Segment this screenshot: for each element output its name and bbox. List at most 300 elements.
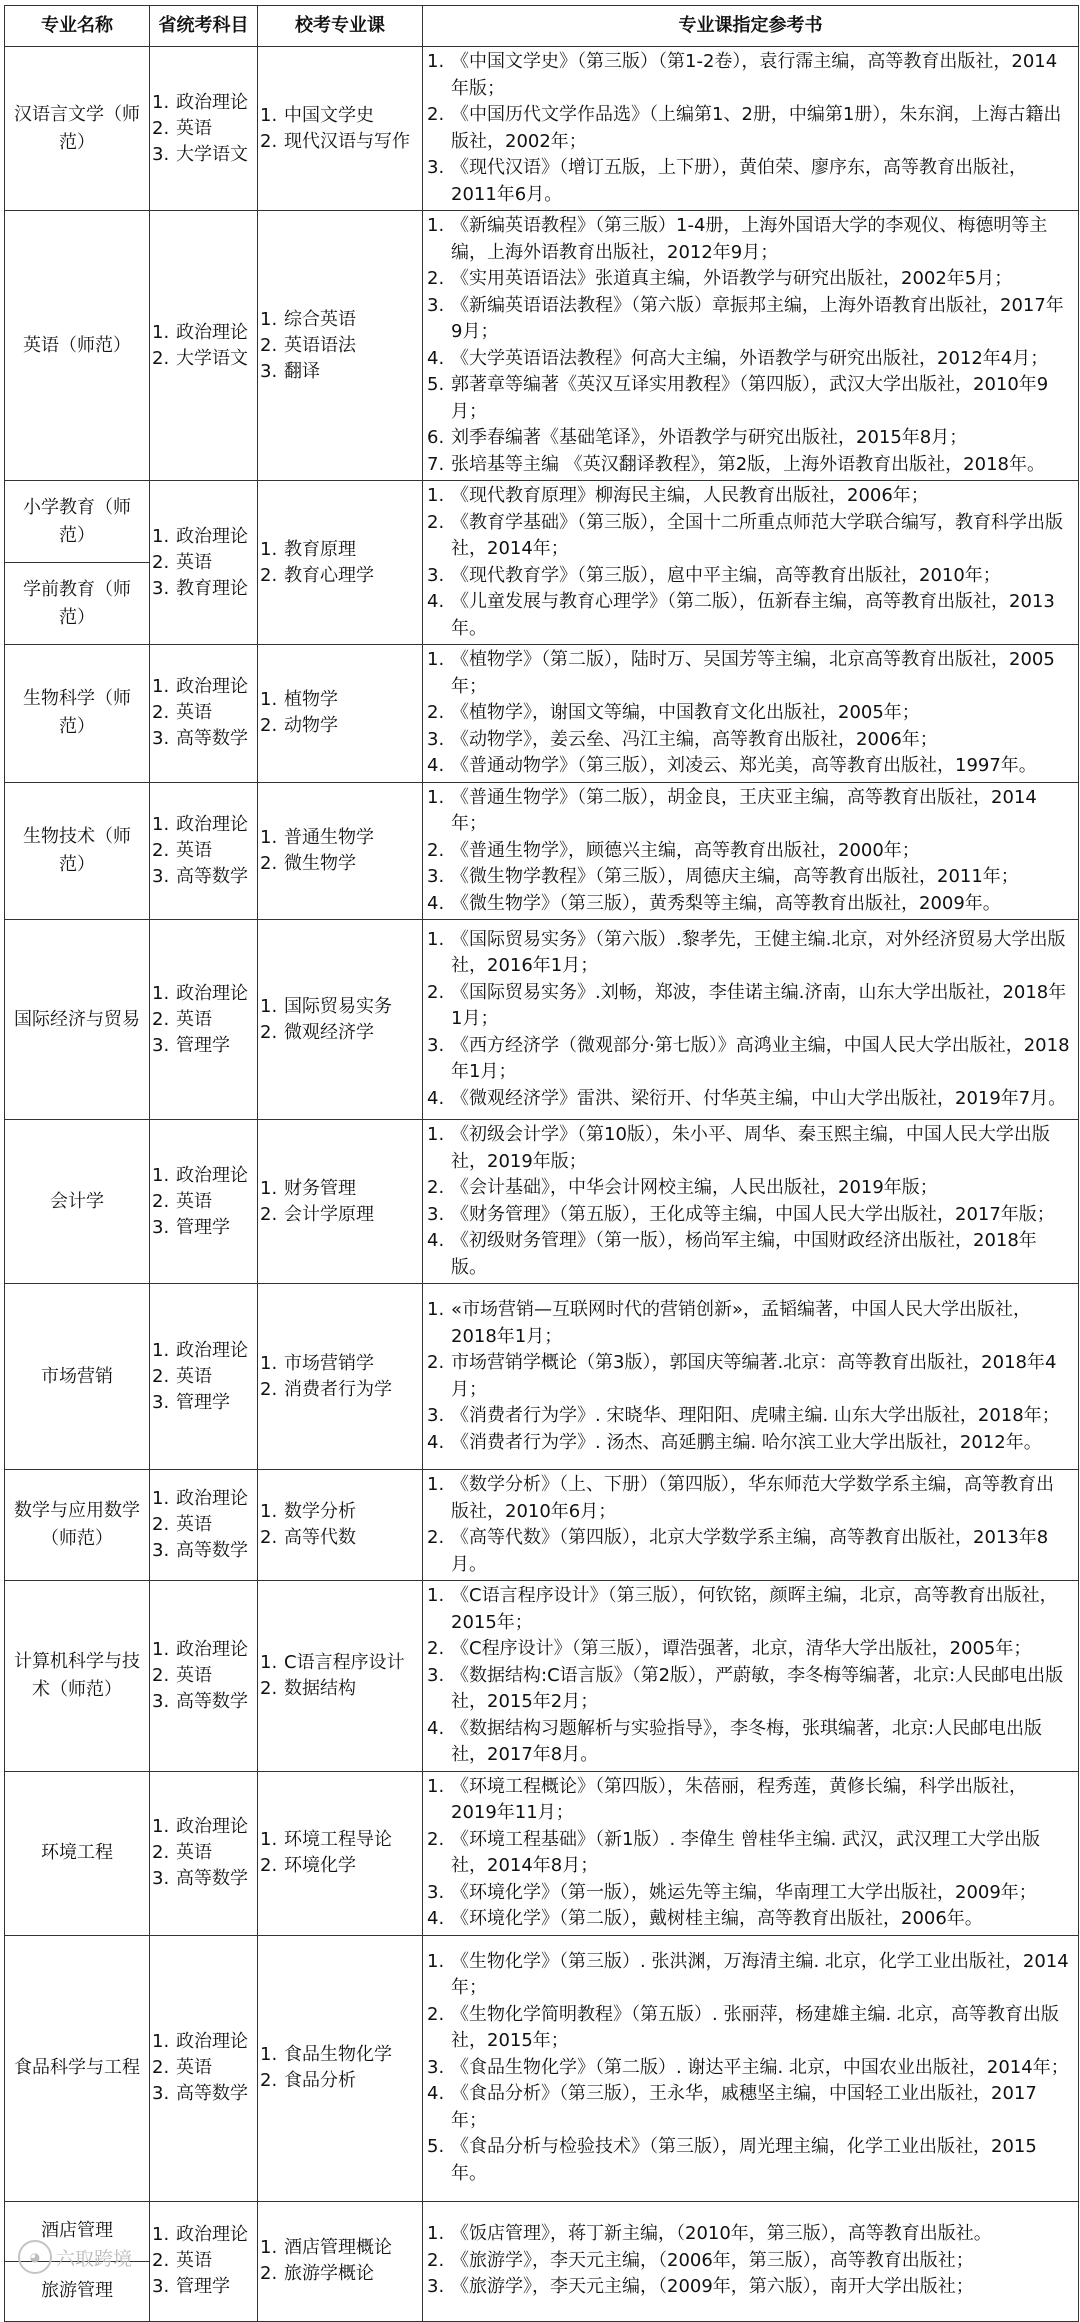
reference-book-text: 《高等代数》（第四版），北京大学数学系主编，高等教育出版社，2013年8月。 <box>451 1527 1049 1575</box>
reference-book-text: 《C语言程序设计》（第三版），何钦铭，颜晖主编，北京，高等教育出版社，2015年； <box>451 1585 1058 1633</box>
item-number: 5. <box>427 2136 445 2158</box>
reference-book <box>427 213 1070 478</box>
reference-book-text: 《教育学基础》（第三版），全国十二所重点师范大学联合编写，教育科学出版社，2014年； <box>451 511 1063 559</box>
school-course <box>260 1827 422 1879</box>
reference-book <box>427 785 1070 918</box>
reference-book-item <box>427 266 1070 293</box>
major-name: 生物技术（师范） <box>5 782 150 920</box>
school-exam-courses <box>258 1771 423 1935</box>
item-number: 3. <box>427 2276 445 2298</box>
school-course-text: 普通生物学 <box>284 826 374 848</box>
exam-subject-text: 政治理论 <box>176 982 248 1004</box>
table-row <box>5 1120 1079 1284</box>
school-course-item <box>260 103 422 129</box>
school-course-text: 市场营销学 <box>284 1352 374 1374</box>
exam-subject-text: 高等数学 <box>176 2083 248 2104</box>
item-number: 2. <box>427 511 445 533</box>
school-course-text: 植物学 <box>284 689 338 711</box>
reference-book-text: 《数学分析》（上、下册）（第四版），华东师范大学数学系主编，高等教育出版社，2010年6月； <box>451 1474 1054 1522</box>
exam-subject-text: 政治理论 <box>176 1816 248 1837</box>
unified-exam-subjects <box>150 2201 258 2321</box>
reference-book-text: 《国际贸易实务》（第六版）.黎孝先，王健主编.北京，对外经济贸易大学出版社，2016年1月； <box>451 928 1066 977</box>
reference-book-item <box>427 647 1070 700</box>
school-course-item <box>260 563 422 589</box>
school-course <box>260 2042 422 2094</box>
reference-book-item <box>427 2134 1070 2187</box>
school-course <box>260 687 422 739</box>
item-number: 1. <box>152 1816 170 1837</box>
reference-book-text: 《现代汉语》（增订五版，上下册），黄伯荣、廖序东，高等教育出版社，2011年6月。 <box>451 157 1027 205</box>
exam-subject <box>152 2222 257 2300</box>
reference-book-text: 《中国历代文学作品选》（上编第1、2册，中编第1册），朱东润，上海古籍出版社，2002年； <box>451 104 1062 152</box>
item-number: 3. <box>427 294 445 316</box>
item-number: 4. <box>427 591 445 612</box>
item-number: 2. <box>427 1352 445 1373</box>
reference-book-item <box>427 372 1070 425</box>
item-number: 1. <box>152 2031 170 2052</box>
reference-book-item <box>427 927 1070 980</box>
exam-subject <box>152 1163 257 1241</box>
item-number: 2. <box>152 1190 170 1212</box>
reference-book-text: 《中国文学史》（第三版）（第1-2卷），袁行霈主编，高等教育出版社，2014年版； <box>451 51 1058 99</box>
item-number: 1. <box>260 308 278 330</box>
exam-subject <box>152 1338 257 1416</box>
item-number: 1. <box>427 1474 445 1495</box>
item-number: 3. <box>152 1034 170 1056</box>
exam-subject-text: 英语 <box>176 2250 212 2271</box>
reference-book-item <box>427 346 1070 373</box>
school-course <box>260 103 422 155</box>
item-number: 3. <box>152 728 170 750</box>
school-course <box>260 1650 422 1702</box>
item-number: 2. <box>152 551 170 573</box>
major-name: 学前教育（师范） <box>5 563 150 645</box>
school-course <box>260 1499 422 1551</box>
exam-subject-text: 政治理论 <box>176 1164 248 1186</box>
reference-book-text: 刘季春编著《基础笔译》，外语教学与研究出版社，2015年8月； <box>451 427 968 448</box>
school-course-text: 食品分析 <box>284 2070 356 2091</box>
reference-book-text: 《饭店管理》，蒋丁新主编，（2010年，第三版），高等教育出版社。 <box>451 2223 992 2245</box>
school-course-text: 微观经济学 <box>284 1021 374 1043</box>
item-number: 3. <box>152 143 170 165</box>
reference-book-item <box>427 753 1070 780</box>
exam-subject-item <box>152 1033 257 1059</box>
reference-book-text: 《食品分析与检验技术》（第三版），周光理主编，化学工业出版社，2015年。 <box>451 2136 1037 2184</box>
reference-book-item <box>427 1472 1070 1525</box>
reference-book-item <box>427 838 1070 865</box>
unified-exam-subjects <box>150 1120 258 1284</box>
item-number: 1. <box>152 2224 170 2245</box>
exam-subject-item <box>152 1814 257 1840</box>
item-number: 1. <box>260 1651 278 1673</box>
item-number: 2. <box>260 852 278 874</box>
school-exam-courses <box>258 481 423 645</box>
school-exam-courses <box>258 47 423 211</box>
reference-books <box>423 2201 1079 2321</box>
item-number: 3. <box>152 1868 170 1889</box>
item-number: 1. <box>427 51 445 72</box>
reference-book-text: 《新编英语教程》（第三版）1-4册，上海外国语大学的李观仪、梅德明等主编，上海外语教育出版社，2012年9月； <box>451 215 1048 263</box>
reference-book-item <box>427 980 1070 1033</box>
exam-subject-item <box>152 116 257 142</box>
exam-subject-text: 高等数学 <box>176 865 248 887</box>
school-course-item <box>260 1176 422 1202</box>
exam-subject-item <box>152 1689 257 1715</box>
watermark-text: 六取跨境 <box>56 2247 133 2270</box>
item-number: 1. <box>260 1352 278 1374</box>
item-number: 4. <box>427 2083 445 2105</box>
reference-book <box>427 1583 1070 1769</box>
item-number: 6. <box>427 427 445 448</box>
item-number: 1. <box>427 1775 445 1797</box>
reference-book-text: 《现代教育原理》柳海民主编，人民教育出版社，2006年； <box>451 485 929 506</box>
school-course-text: 翻译 <box>284 360 320 382</box>
reference-book-item <box>427 102 1070 155</box>
item-number: 4. <box>427 347 445 369</box>
table-row <box>5 47 1079 211</box>
school-exam-courses <box>258 645 423 783</box>
exam-subject <box>152 1486 257 1564</box>
reference-book-item <box>427 1202 1070 1229</box>
school-course-item <box>260 1525 422 1551</box>
school-exam-courses <box>258 1120 423 1284</box>
item-number: 1. <box>427 2223 445 2245</box>
reference-book-item <box>427 2055 1070 2082</box>
item-number: 1. <box>260 104 278 126</box>
major-name: 计算机科学与技术（师范） <box>5 1581 150 1772</box>
exam-subject-item <box>152 2029 257 2055</box>
reference-book <box>427 1949 1070 2188</box>
school-course-text: 现代汉语与写作 <box>284 130 410 152</box>
reference-book-item <box>427 1122 1070 1175</box>
major-name: 酒店管理 <box>5 2201 150 2261</box>
exam-subject-text: 英语 <box>176 1190 212 1212</box>
unified-exam-subjects <box>150 211 258 481</box>
school-course-item <box>260 2235 422 2261</box>
school-course-item <box>260 2068 422 2094</box>
reference-book-item <box>427 785 1070 838</box>
item-number: 1. <box>260 1829 278 1850</box>
reference-book-text: 《消费者行为学》. 宋晓华、理阳阳、虎啸主编. 山东大学出版社，2018年； <box>451 1405 1060 1426</box>
school-exam-courses <box>258 920 423 1120</box>
reference-book-item <box>427 1350 1070 1403</box>
reference-book-item <box>427 1906 1070 1933</box>
item-number: 2. <box>260 1021 278 1043</box>
item-number: 2. <box>260 715 278 737</box>
item-number: 1. <box>260 689 278 711</box>
exam-subject-text: 高等数学 <box>176 728 248 750</box>
reference-books <box>423 481 1079 645</box>
header-unified-exam: 省统考科目 <box>150 6 258 47</box>
school-course-item <box>260 687 422 713</box>
major-name: 市场营销 <box>5 1284 150 1470</box>
reference-book-item <box>427 1583 1070 1636</box>
reference-book-item <box>427 49 1070 102</box>
item-number: 1. <box>260 826 278 848</box>
item-number: 3. <box>427 1881 445 1903</box>
unified-exam-subjects <box>150 47 258 211</box>
reference-books <box>423 1284 1079 1470</box>
school-course-text: 教育原理 <box>284 538 356 560</box>
exam-subject-item <box>152 812 257 838</box>
reference-book-text: 《植物学》（第二版），陆时万、吴国芳等主编，北京高等教育出版社，2005年； <box>451 649 1055 697</box>
school-course-item <box>260 1202 422 1228</box>
item-number: 1. <box>427 215 445 236</box>
reference-book <box>427 1472 1070 1578</box>
header-reference-books: 专业课指定参考书 <box>423 6 1079 47</box>
exam-subject <box>152 674 257 752</box>
reference-book-item <box>427 213 1070 266</box>
item-number: 4. <box>427 1431 445 1453</box>
school-course-text: 数据结构 <box>284 1677 356 1699</box>
item-number: 2. <box>427 1527 445 1548</box>
item-number: 3. <box>152 1216 170 1238</box>
item-number: 3. <box>427 564 445 586</box>
major-name: 汉语言文学（师范） <box>5 47 150 211</box>
item-number: 1. <box>427 485 445 506</box>
reference-book-text: 《环境工程基础》（新1版）. 李偉生 曾桂华主编. 武汉，武汉理工大学出版社，2014年8月； <box>451 1828 1041 1876</box>
school-course-text: 国际贸易实务 <box>284 995 392 1017</box>
table-row <box>5 1284 1079 1470</box>
major-name: 国际经济与贸易 <box>5 920 150 1120</box>
reference-book-text: 《生物化学》（第三版）. 张洪渊，万海清主编. 北京，化学工业出版社，2014年； <box>451 1950 1069 1999</box>
item-number: 2. <box>152 117 170 139</box>
school-exam-courses <box>258 211 423 481</box>
item-number: 7. <box>427 453 445 475</box>
school-course-text: 微生物学 <box>284 852 356 874</box>
exam-subject <box>152 320 257 372</box>
school-exam-courses <box>258 1470 423 1581</box>
reference-book-text: 《数据结构:C语言版》（第2版），严蔚敏，李冬梅等编著，北京:人民邮电出版社，2015年2月； <box>451 1664 1064 1712</box>
item-number: 1. <box>427 786 445 808</box>
reference-book-text: 《普通生物学》，顾德兴主编，高等教育出版社，2000年； <box>451 839 920 861</box>
item-number: 1. <box>260 1501 278 1522</box>
major-name: 食品科学与工程 <box>5 1935 150 2201</box>
reference-book-text: 《新编英语语法教程》（第六版）章振邦主编，上海外语教育出版社，2017年9月； <box>451 294 1064 342</box>
reference-book-text: 《旅游学》，李天元主编，（2009年，第六版），南开大学出版社； <box>451 2276 974 2298</box>
reference-book-item <box>427 425 1070 452</box>
reference-book-item <box>427 2221 1070 2248</box>
reference-book-text: 《消费者行为学》. 汤杰、高延鹏主编. 哈尔滨工业大学出版社，2012年。 <box>451 1431 1042 1453</box>
item-number: 2. <box>427 2003 445 2025</box>
item-number: 5. <box>427 374 445 395</box>
exam-subject-text: 政治理论 <box>176 2031 248 2052</box>
reference-book-item <box>427 483 1070 510</box>
exam-subject-item <box>152 1007 257 1033</box>
reference-book-text: 张培基等主编 《英汉翻译教程》，第2版，上海外语教育出版社，2018年。 <box>451 453 1045 475</box>
exam-subject-text: 英语 <box>176 1842 212 1863</box>
exam-subject-text: 英语 <box>176 2057 212 2078</box>
item-number: 3. <box>152 1540 170 1561</box>
exam-subject-item <box>152 550 257 576</box>
unified-exam-subjects <box>150 1581 258 1772</box>
school-course-item <box>260 1827 422 1853</box>
item-number: 2. <box>260 1378 278 1400</box>
reference-book-item <box>427 2274 1070 2301</box>
major-name: 会计学 <box>5 1120 150 1284</box>
school-course-item <box>260 359 422 385</box>
reference-book-text: 《国际贸易实务》.刘畅，郑波，李佳诺主编.济南，山东大学出版社，2018年1月； <box>451 981 1067 1030</box>
exam-subject-text: 管理学 <box>176 1034 230 1056</box>
reference-book-text: 《西方经济学（微观部分·第七版）》高鸿业主编，中国人民大学出版社，2018年1月； <box>451 1034 1070 1083</box>
reference-book-text: 市场营销学概论（第3版），郭国庆等编著.北京：高等教育出版社，2018年4月； <box>451 1352 1057 1400</box>
exam-subject-text: 政治理论 <box>176 813 248 835</box>
item-number: 3. <box>152 865 170 887</box>
unified-exam-subjects <box>150 782 258 920</box>
exam-subject-text: 英语 <box>176 1664 212 1686</box>
item-number: 3. <box>427 2056 445 2078</box>
exam-subject-item <box>152 1512 257 1538</box>
reference-book-item <box>427 563 1070 590</box>
item-number: 3. <box>427 1664 445 1686</box>
exam-subject-text: 英语 <box>176 839 212 861</box>
reference-book-text: 《微生物学》（第三版），黄秀梨等主编，高等教育出版社，2009年。 <box>451 892 1001 914</box>
item-number: 1. <box>152 1339 170 1361</box>
item-number: 1. <box>260 1177 278 1199</box>
reference-book-item <box>427 2081 1070 2134</box>
reference-book-item <box>427 2248 1070 2275</box>
reference-book <box>427 2221 1070 2301</box>
item-number: 2. <box>427 981 445 1003</box>
item-number: 1. <box>260 2044 278 2065</box>
school-course-text: 旅游学概论 <box>284 2263 374 2284</box>
reference-book-item <box>427 1880 1070 1907</box>
exam-subject-text: 高等数学 <box>176 1868 248 1889</box>
unified-exam-subjects <box>150 645 258 783</box>
exam-subject-item <box>152 2222 257 2248</box>
exam-subject-item <box>152 1364 257 1390</box>
item-number: 1. <box>152 321 170 343</box>
item-number: 2. <box>152 347 170 369</box>
school-course-item <box>260 1499 422 1525</box>
reference-book-text: 《数据结构习题解析与实验指导》，李冬梅，张琪编著，北京:人民邮电出版社，2017年8月。 <box>451 1717 1043 1765</box>
item-number: 2. <box>152 702 170 724</box>
reference-book-item <box>427 700 1070 727</box>
reference-books <box>423 1120 1079 1284</box>
exam-subject-item <box>152 320 257 346</box>
item-number: 2. <box>427 702 445 723</box>
exam-subject-item <box>152 1663 257 1689</box>
table-row <box>5 481 1079 563</box>
table-row <box>5 645 1079 783</box>
school-course-text: 中国文学史 <box>284 104 374 126</box>
school-course-text: 酒店管理概论 <box>284 2237 392 2258</box>
exam-subject-text: 教育理论 <box>176 577 248 599</box>
item-number: 2. <box>152 2250 170 2271</box>
exam-subject-text: 政治理论 <box>176 321 248 343</box>
school-course-item <box>260 1020 422 1046</box>
school-course <box>260 994 422 1046</box>
reference-books <box>423 782 1079 920</box>
item-number: 3. <box>427 1034 445 1056</box>
school-course-text: 消费者行为学 <box>284 1378 392 1400</box>
school-course-item <box>260 537 422 563</box>
item-number: 2. <box>152 1842 170 1863</box>
item-number: 4. <box>427 1087 445 1109</box>
item-number: 2. <box>152 1365 170 1387</box>
item-number: 3. <box>152 2276 170 2297</box>
item-number: 4. <box>427 755 445 776</box>
item-number: 1. <box>152 525 170 547</box>
item-number: 2. <box>260 334 278 356</box>
reference-book-item <box>427 293 1070 346</box>
exam-subject-item <box>152 1338 257 1364</box>
school-exam-courses <box>258 1284 423 1470</box>
reference-book <box>427 1297 1070 1456</box>
major-name: 英语（师范） <box>5 211 150 481</box>
exam-subject-text: 管理学 <box>176 2276 230 2297</box>
school-course-text: 高等代数 <box>284 1527 356 1548</box>
item-number: 2. <box>427 1638 445 1659</box>
exam-subject-item <box>152 142 257 168</box>
school-course-text: 英语语法 <box>284 334 356 356</box>
item-number: 2. <box>260 130 278 152</box>
reference-book-text: 《食品分析》（第三版），王永华，戚穗坚主编，中国轻工业出版社，2017年； <box>451 2083 1037 2131</box>
reference-book-text: 《实用英语语法》张道真主编，外语教学与研究出版社，2002年5月； <box>451 268 1013 289</box>
item-number: 1. <box>427 928 445 950</box>
reference-book-text: 《生物化学简明教程》（第五版）. 张丽萍，杨建雄主编. 北京，高等教育出版社，2015年； <box>451 2003 1059 2052</box>
reference-books <box>423 211 1079 481</box>
exam-subject-text: 大学语文 <box>176 143 248 165</box>
school-course-item <box>260 2261 422 2287</box>
item-number: 2. <box>260 2263 278 2284</box>
school-course-item <box>260 129 422 155</box>
exam-subject-text: 政治理论 <box>176 1339 248 1361</box>
reference-book-text: 《微观经济学》雷洪、梁衍开、付华英主编，中山大学出版社，2019年7月。 <box>451 1087 1067 1109</box>
school-course-item <box>260 1676 422 1702</box>
reference-table <box>4 5 1079 2322</box>
reference-book-text: 《环境化学》（第一版），姚运先等主编，华南理工大学出版社，2009年； <box>451 1881 1037 1903</box>
exam-subject-item <box>152 1840 257 1866</box>
exam-subject <box>152 1814 257 1892</box>
reference-books <box>423 1935 1079 2201</box>
item-number: 2. <box>427 1828 445 1850</box>
reference-book-text: 《财务管理》（第五版），王化成等主编，中国人民大学出版社，2017年版； <box>451 1203 1055 1225</box>
reference-book-text: 《植物学》，谢国文等编，中国教育文化出版社，2005年； <box>451 702 920 723</box>
item-number: 2. <box>260 1203 278 1225</box>
reference-book-text: 《环境化学》（第二版），戴树桂主编，高等教育出版社，2006年。 <box>451 1908 983 1929</box>
reference-book-item <box>427 1430 1070 1457</box>
school-course-text: 环境化学 <box>284 1855 356 1876</box>
major-name: 数学与应用数学（师范） <box>5 1470 150 1581</box>
reference-book-item <box>427 1663 1070 1716</box>
exam-subject-item <box>152 2081 257 2107</box>
reference-books <box>423 645 1079 783</box>
exam-subject-item <box>152 2248 257 2274</box>
item-number: 4. <box>427 892 445 914</box>
school-course-item <box>260 851 422 877</box>
reference-book-text: 郭著章等编著《英汉互译实用教程》（第四版），武汉大学出版社，2010年9月； <box>451 374 1049 422</box>
reference-book-item <box>427 452 1070 479</box>
item-number: 2. <box>427 1177 445 1198</box>
item-number: 2. <box>152 1664 170 1686</box>
school-course-item <box>260 713 422 739</box>
school-course <box>260 307 422 385</box>
unified-exam-subjects <box>150 1284 258 1470</box>
exam-subject-item <box>152 346 257 372</box>
major-name: 旅游管理 <box>5 2261 150 2321</box>
school-course-item <box>260 1351 422 1377</box>
school-course-text: 教育心理学 <box>284 564 374 586</box>
exam-subject-item <box>152 1637 257 1663</box>
item-number: 1. <box>427 1299 445 1320</box>
item-number: 4. <box>427 1908 445 1929</box>
reference-book-text: 《动物学》，姜云垒、冯江主编，高等教育出版社，2006年； <box>451 728 938 750</box>
mole-logo-icon: ◕ <box>18 2240 52 2274</box>
exam-subject-text: 英语 <box>176 1008 212 1030</box>
reference-book <box>427 927 1070 1113</box>
exam-subject-item <box>152 1390 257 1416</box>
